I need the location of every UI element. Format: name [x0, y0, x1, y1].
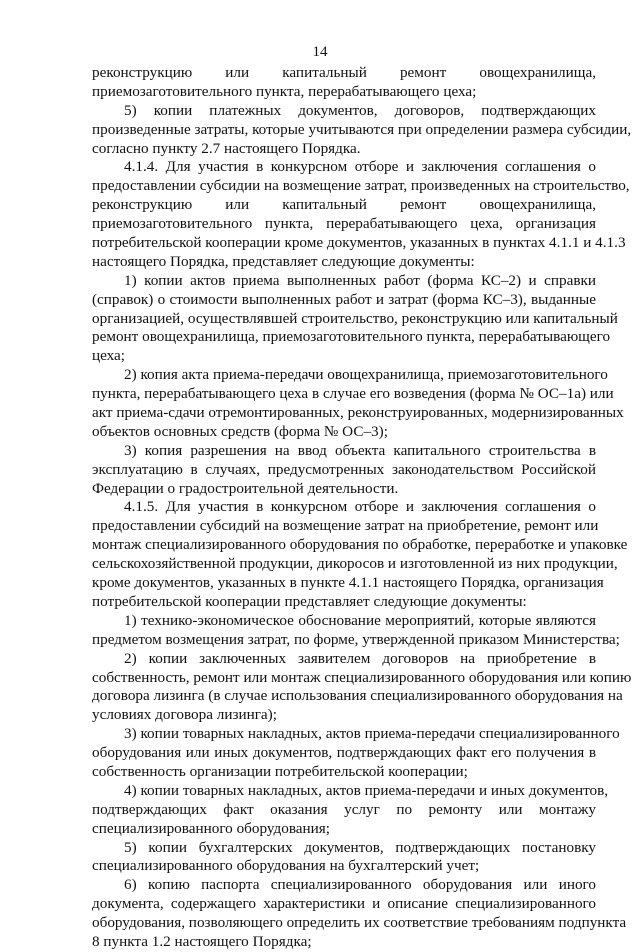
text-line: 1) технико-экономическое обоснование мероприятий, которые являются	[124, 611, 596, 629]
text-line: договора лизинга (в случае использования специализированного оборудования на	[92, 687, 623, 705]
text-line: оборудования или иных документов, подтверждающих факт его получения в	[92, 744, 596, 762]
text-line: организацией, осуществлявшей строительство, реконструкцию или капитальный	[92, 309, 618, 327]
text-line: акт приема-сдачи отремонтированных, реконструированных, модернизированных	[92, 404, 624, 422]
text-line: потребительской кооперации кроме документов, указанных в пунктах 4.1.1 и 4.1.3	[92, 234, 626, 252]
document-body	[92, 64, 632, 952]
text-line: приемозаготовительного пункта, перерабатывающего цеха, организация	[92, 215, 596, 233]
text-line: 4.1.5. Для участия в конкурсном отборе и заключения соглашения о	[124, 498, 596, 516]
text-line: пункта, перерабатывающего цеха в случае его возведения (форма № ОС–1а) или	[92, 385, 614, 403]
text-line: сельскохозяйственной продукции, дикоросов и изготовленной из них продукции,	[92, 555, 618, 573]
text-line: цеха;	[92, 347, 126, 365]
text-line: 1) копии актов приема выполненных работ (форма КС–2) и справки	[124, 271, 596, 289]
text-line: 3) копии товарных накладных, актов приема-передачи специализированного	[124, 725, 620, 743]
text-line: специализированного оборудования;	[92, 819, 331, 837]
text-line: реконструкцию или капитальный ремонт овощехранилища,	[92, 64, 596, 81]
text-line: 2) копия акта приема-передачи овощехранилища, приемозаготовительного	[124, 366, 608, 384]
text-line: специализированного оборудования на бухгалтерский учет;	[92, 857, 480, 875]
text-line: предметом возмещения затрат, по форме, утвержденной приказом Министерства;	[92, 630, 620, 648]
text-line: согласно пункту 2.7 настоящего Порядка.	[92, 139, 361, 157]
text-line: эксплуатацию в случаях, предусмотренных законодательством Российской	[92, 460, 596, 478]
text-line: Федерации о градостроительной деятельности.	[92, 479, 399, 497]
text-line: (справок) о стоимости выполненных работ и затрат (форма КС–3), выданные	[92, 290, 596, 308]
text-line: приемозаготовительного пункта, перерабатывающего цеха;	[92, 82, 477, 100]
text-line: условиях договора лизинга);	[92, 706, 277, 724]
text-line: настоящего Порядка, представляет следующие документы:	[92, 252, 475, 270]
text-line: потребительской кооперации представляет следующие документы:	[92, 592, 527, 610]
page-number: 14	[312, 44, 328, 60]
text-line: реконструкцию или капитальный ремонт овощехранилища,	[92, 196, 596, 214]
text-line: ремонт овощехранилища, приемозаготовительного пункта, перерабатывающего	[92, 328, 611, 346]
text-line: 5) копии бухгалтерских документов, подтверждающих постановку	[124, 838, 596, 856]
text-line: 2) копии заключенных заявителем договоров на приобретение в	[124, 649, 596, 667]
text-line: 4) копии товарных накладных, актов приема-передачи и иных документов,	[124, 781, 609, 799]
text-line: 8 пункта 1.2 настоящего Порядка;	[92, 932, 312, 950]
text-line: монтаж специализированного оборудования по обработке, переработке и упаковке	[92, 536, 628, 554]
text-line: объектов основных средств (форма № ОС–3);	[92, 422, 388, 440]
text-line: 6) копию паспорта специализированного оборудования или иного	[124, 876, 596, 894]
text-line: собственность организации потребительской кооперации;	[92, 762, 468, 780]
text-line: документа, содержащего характеристики и описание специализированного	[92, 895, 596, 913]
text-line: произведенные затраты, которые учитываются при определении размера субсидии,	[92, 120, 632, 138]
text-line: предоставлении субсидии на возмещение затрат, произведенных на строительство,	[92, 177, 630, 195]
text-line: собственность, ремонт или монтаж специализированного оборудования или копию	[92, 668, 632, 686]
text-line: 5) копии платежных документов, договоров, подтверждающих	[124, 101, 596, 119]
text-line: предоставлении субсидий на возмещение затрат на приобретение, ремонт или	[92, 517, 599, 535]
text-line: 3) копия разрешения на ввод объекта капитального строительства в	[124, 441, 596, 459]
text-line: кроме документов, указанных в пункте 4.1.1 настоящего Порядка, организация	[92, 574, 604, 592]
text-line: 4.1.4. Для участия в конкурсном отборе и заключения соглашения о	[124, 158, 596, 176]
text-line: оборудования, позволяющего определить их соответствие требованиям подпункта	[92, 914, 627, 932]
text-line: подтверждающих факт оказания услуг по ремонту или монтажу	[92, 800, 596, 818]
